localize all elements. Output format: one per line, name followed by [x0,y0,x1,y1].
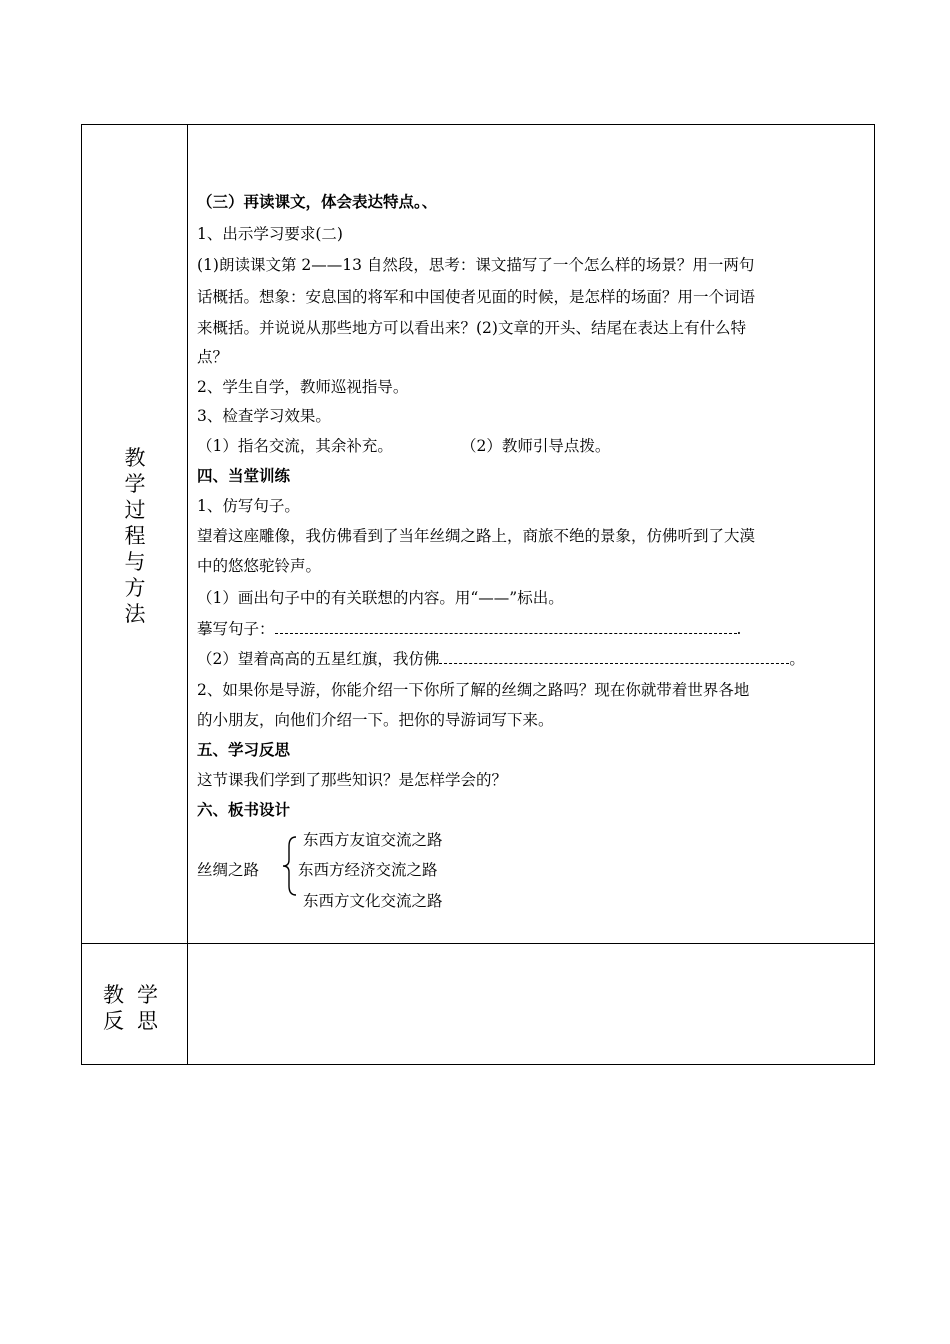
text-line: 这节课我们学到了那些知识？是怎样学会的？ [197,771,508,789]
text-line: 1、出示学习要求(二) [197,225,343,243]
text-line: 2、学生自学，教师巡视指导。 [197,378,409,396]
row-label-char: 教 [103,983,124,1007]
text-line: 点？ [197,348,229,366]
imitate-prompt: （2）望着高高的五星红旗，我仿佛 [197,650,440,668]
table-border-bottom [81,1064,875,1065]
row-label-char: 学 [137,983,158,1007]
text-line: 的小朋友，向他们介绍一下。把你的导游词写下来。 [197,711,554,729]
row-label-char: 过 [124,498,146,522]
row-label-char: 方 [124,576,146,600]
section-heading: 六、板书设计 [197,800,291,819]
board-branch: 东西方友谊交流之路 [303,831,443,849]
text-line: 望着这座雕像，我仿佛看到了当年丝绸之路上，商旅不绝的景象，仿佛听到了大漠 [197,527,756,545]
row-label-char: 学 [124,472,146,496]
board-root: 丝绸之路 [197,861,260,879]
imitate-sentence-line [197,649,805,669]
board-branch: 东西方文化交流之路 [303,892,443,910]
section-heading: 四、当堂训练 [197,466,291,485]
copy-sentence-line [197,619,741,639]
imitate-end: 。 [789,650,805,668]
row-label-char: 思 [137,1009,158,1033]
text-line: 话概括。想象：安息国的将军和中国使者见面的时候，是怎样的场面？用一个词语 [197,288,756,306]
fill-in-blank [275,621,737,634]
text-line: （1）指名交流，其余补充。 [197,437,393,455]
table-border-top [81,124,875,125]
row-label-char: 与 [124,550,146,574]
board-branch: 东西方经济交流之路 [298,861,438,879]
text-line: 2、如果你是导游，你能介绍一下你所了解的丝绸之路吗？现在你就带着世界各地 [197,681,750,699]
row-label-char: 反 [103,1009,124,1033]
fill-in-blank [439,651,789,664]
copy-end: . [736,620,742,638]
row-label-char: 程 [124,524,146,548]
table-row-divider [81,943,875,944]
row-label-char: 法 [124,602,146,626]
text-line: （1）画出句子中的有关联想的内容。用“——”标出。 [197,589,564,607]
brace-icon [282,836,298,896]
section-heading: （三）再读课文，体会表达特点。、 [197,192,438,211]
text-line: 来概括。并说说从那些地方可以看出来？(2)文章的开头、结尾在表达上有什么特 [197,319,746,337]
copy-label: 摹写句子： [197,620,275,638]
row-label-teaching-process [82,445,188,627]
text-line: （2）教师引导点拨。 [461,437,611,455]
text-line: 中的悠悠驼铃声。 [197,557,322,575]
section-heading: 五、学习反思 [197,740,291,759]
text-line: 1、仿写句子。 [197,497,300,515]
row-label-char: 教 [124,446,146,470]
text-line: 3、检查学习效果。 [197,407,331,425]
table-border-right [874,124,875,1065]
text-line: (1)朗读课文第 2——13 自然段，思考：课文描写了一个怎么样的场景？用一两句 [197,256,755,274]
